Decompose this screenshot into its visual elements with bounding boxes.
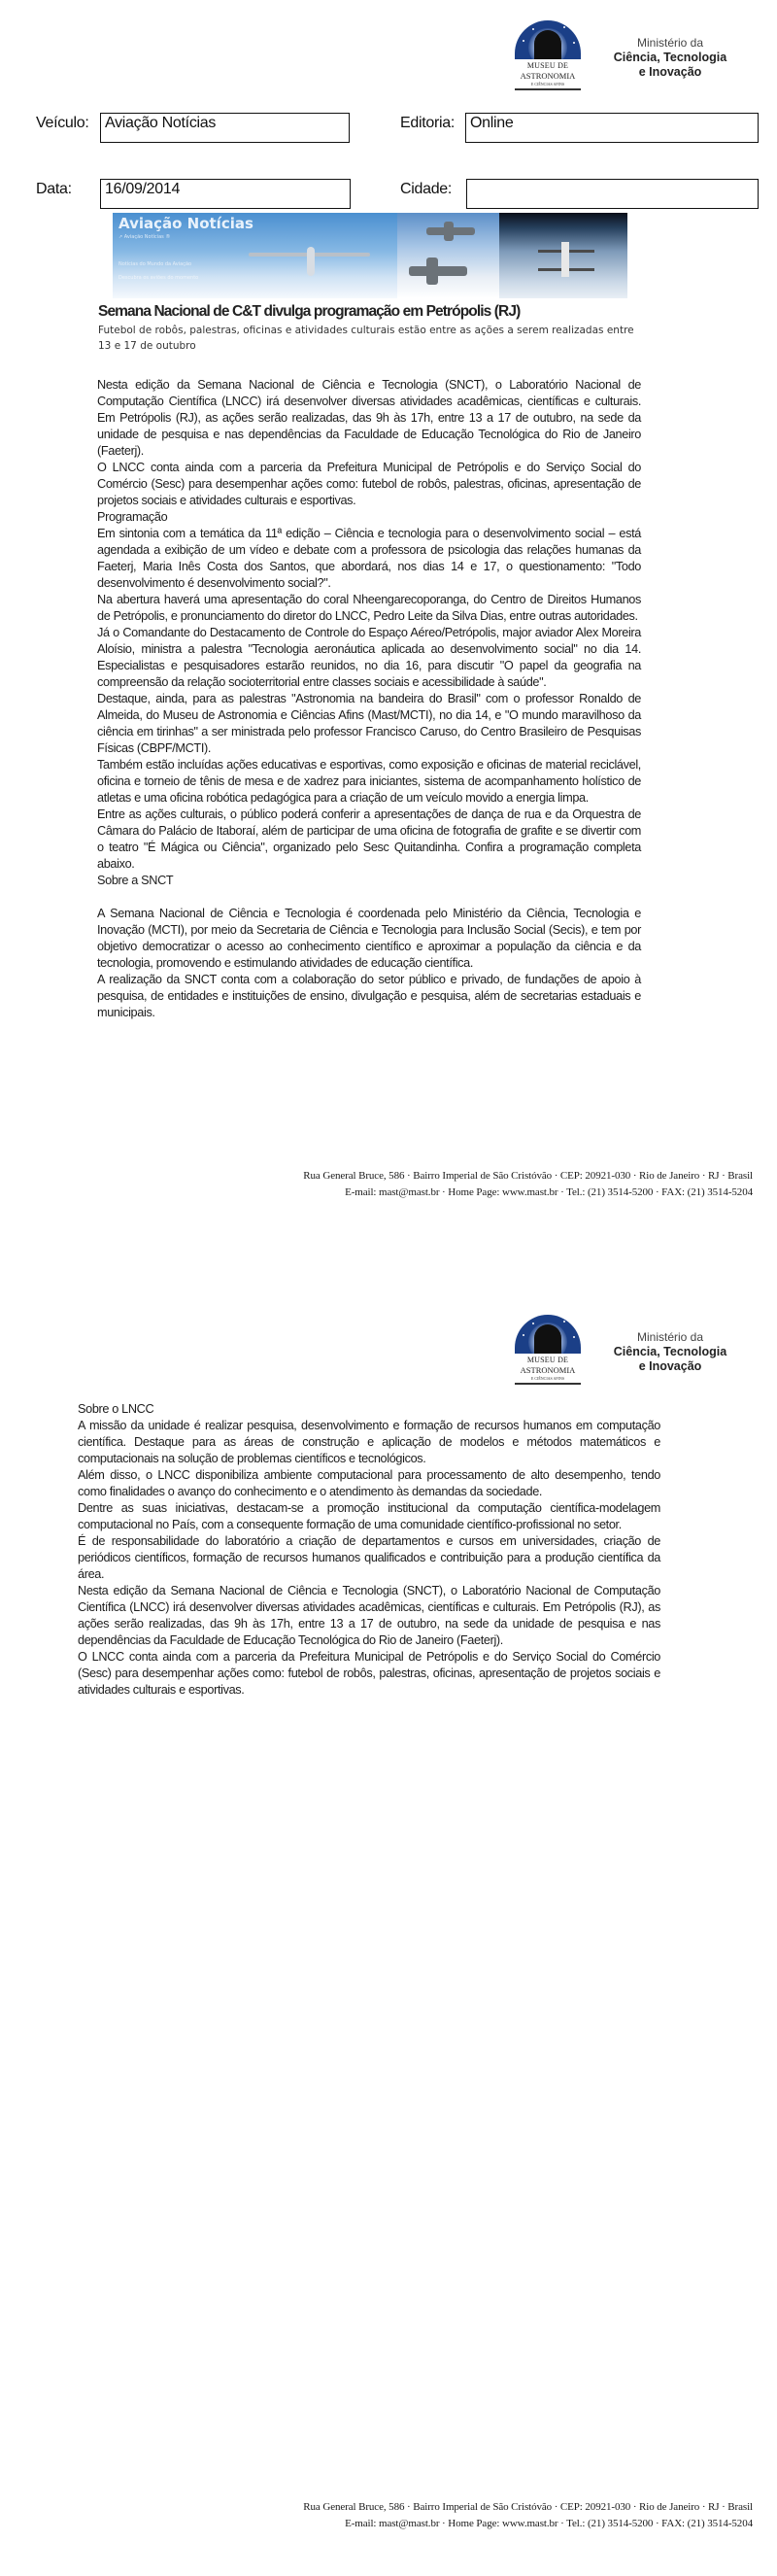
paragraph: É de responsabilidade do laboratório a criação de departamentos e cursos em universidades, criação de periódicos científicos, formação de recursos humanos qualificados e contribuição para a produção científica da área. <box>78 1534 660 1581</box>
section-heading: Sobre o LNCC <box>78 1402 154 1416</box>
paragraph: A realização da SNCT conta com a colaboração do setor público e privado, de fundações de apoio à pesquisa, de entidades e instituições de ensino, divulgação e pesquisa, além de secretarias estaduais e municipais. <box>97 973 641 1019</box>
mcti-logo <box>602 1330 738 1374</box>
paragraph: Nesta edição da Semana Nacional de Ciência e Tecnologia (SNCT), o Laboratório Nacional de Computação Científica (LNCC) irá desenvolver diversas atividades acadêmicas, científicas e culturais. Em Petrópolis (RJ), as ações serão realizadas, das 9h às 17h, entre 13 a 17 de outubro, na sede da unidade de pesquisa e nas dependências da Faculdade de Educação Tecnológica do Rio de Janeiro (Faeterj). <box>78 1584 660 1647</box>
article-body-page-1 <box>97 377 641 1021</box>
mast-logo-line2: ASTRONOMIA <box>520 1365 576 1375</box>
paragraph: Na abertura haverá uma apresentação do coral Nheengarecoporanga, do Centro de Direitos Humanos de Petrópolis, e pronunciamento do diretor do LNCC, Pedro Leite da Silva Dias, entre outras autoridades. <box>97 593 641 623</box>
paragraph: Em sintonia com a temática da 11ª edição – Ciência e tecnologia para o desenvolvimento social – está agendada a exibição de um vídeo e debate com a professora de psicologia das relações humanas da Faeterj, Maria Inês Costa dos Santos, que abordará, nos dias 14 e 17, o questionamento: "Todo desenvolvimento é desenvolvimento social?". <box>97 527 641 590</box>
article-lede: Futebol de robôs, palestras, oficinas e atividades culturais estão entre as ações a serem realizadas entre 13 e 17 de outubro <box>98 325 634 352</box>
editoria-label: Editoria: <box>400 115 455 131</box>
veiculo-field: Aviação Notícias <box>100 113 350 143</box>
cidade-field <box>466 179 759 209</box>
banner-tagline-1: Notícias do Mundo da Aviação <box>118 261 192 267</box>
paragraph: Entre as ações culturais, o público poderá conferir a apresentações de dança de rua e da Orquestra de Câmara do Palácio de Itaboraí, além de participar de uma oficina de fotografia de grafite e se divertir com o teatro "É Mágica ou Ciência", organizado pelo Sesc Quitandinha. Confira a programação completa abaixo. <box>97 807 641 871</box>
paragraph: Destaque, ainda, para as palestras "Astronomia na bandeira do Brasil" com o professor Ronaldo de Almeida, do Museu de Astronomia e Ciências Afins (Mast/MCTI), no dia 14, e "O mundo maravilhoso da ciência em tirinhas" a ser ministrada pelo professor Francisco Caruso, do Centro Brasileiro de Pesquisas Físicas (CBPF/MCTI). <box>97 692 641 755</box>
paragraph: O LNCC conta ainda com a parceria da Prefeitura Municipal de Petrópolis e do Serviço Social do Comércio (Sesc) para desempenhar ações como: futebol de robôs, palestras, oficinas, apresentação de projetos sociais e atividades culturais e esportivas. <box>97 461 641 507</box>
paragraph: Também estão incluídas ações educativas e esportivas, como exposição e oficinas de material reciclável, oficina e torneio de tênis de mesa e de xadrez para iniciantes, sistema de acompanhamento holístico de atletas e uma oficina robótica pedagógica para a criação de um veículo movido a energia limpa. <box>97 758 641 805</box>
space-station-image <box>499 213 627 298</box>
cidade-label: Cidade: <box>400 181 453 197</box>
mast-logo <box>513 1315 583 1389</box>
clipping-page-1 <box>0 0 777 1263</box>
address-footer <box>303 1168 753 1201</box>
mcti-logo-line1: Ministério da <box>636 1329 704 1344</box>
paragraph: O LNCC conta ainda com a parceria da Prefeitura Municipal de Petrópolis e do Serviço Social do Comércio (Sesc) para desempenhar ações como: futebol de robôs, palestras, oficinas, apresentação de projetos sociais e atividades culturais e esportivas. <box>78 1650 660 1697</box>
mast-logo-line1: MUSEU DE <box>526 61 569 70</box>
observatory-dome-icon <box>515 1315 581 1354</box>
footer-contact-line: E-mail: mast@mast.br · Home Page: www.mast.br · Tel.: (21) 3514-5200 · FAX: (21) 3514-5204 <box>345 2518 753 2529</box>
mast-logo-line3: E CIÊNCIAS AFINS <box>530 82 565 86</box>
footer-contact-line: E-mail: mast@mast.br · Home Page: www.mast.br · Tel.: (21) 3514-5200 · FAX: (21) 3514-5204 <box>345 1186 753 1198</box>
mcti-logo-line2: Ciência, Tecnologia <box>613 1344 727 1358</box>
clipping-page-2 <box>0 1292 777 2576</box>
aviacao-noticias-banner <box>113 213 627 298</box>
section-heading: Sobre a SNCT <box>97 874 174 887</box>
paragraph: Já o Comandante do Destacamento de Controle do Espaço Aéreo/Petrópolis, major aviador Alex Moreira Aloísio, ministra a palestra "Tecnologia aeronáutica aplicada ao desenvolvimento social" no dia 14. Especialistas e pesquisadores estarão reunidos, no dia 16, para discutir "O papel da geografia na compreensão da relação socioterritorial entre classes sociais e acessibilidade à saúde". <box>97 626 641 689</box>
mcti-logo <box>602 36 738 80</box>
banner-tagline-2: Descubra os aviões do momento <box>118 275 199 281</box>
paragraph: Além disso, o LNCC disponibiliza ambiente computacional para processamento de alto desempenho, tendo como finalidades o avanço do conhecimento e o atendimento às demandas da sociedade. <box>78 1468 660 1498</box>
observatory-dome-icon <box>515 20 581 59</box>
mast-logo-line3: E CIÊNCIAS AFINS <box>530 1376 565 1381</box>
banner-sky-panel <box>113 213 397 298</box>
paragraph: A Semana Nacional de Ciência e Tecnologia é coordenada pelo Ministério da Ciência, Tecnologia e Inovação (MCTI), por meio da Secretaria de Ciência e Tecnologia para Inclusão Social (Secis), e tem por objetivo democratizar o acesso ao conhecimento científico e aproximar a população da ciência e da tecnologia, promovendo e estimulando atividades de educação científica. <box>97 907 641 970</box>
veiculo-label: Veículo: <box>36 115 89 131</box>
article-body-page-2 <box>78 1401 660 1699</box>
paragraph: Dentre as suas iniciativas, destacam-se a promoção institucional da computação científica-modelagem computacional no País, com a consequente formação de uma comunidade científico-profissional no setor. <box>78 1501 660 1531</box>
fighter-jets-image <box>397 213 499 298</box>
mcti-logo-line3: e Inovação <box>638 64 702 79</box>
mcti-logo-line1: Ministério da <box>636 35 704 50</box>
header-logos <box>513 19 756 95</box>
address-footer <box>303 2499 753 2532</box>
footer-address-line: Rua General Bruce, 586 · Bairro Imperial de São Cristóvão · CEP: 20921-030 · Rio de Janeiro · RJ · Brasil <box>303 1170 753 1182</box>
mast-logo-line2: ASTRONOMIA <box>520 71 576 81</box>
paragraph: A missão da unidade é realizar pesquisa, desenvolvimento e formação de recursos humanos em computação científica. Destaque para as áreas de construção e aplicação de modelos e métodos matemáticos e computacionais na solução de problemas científicos e tecnológicos. <box>78 1419 660 1465</box>
data-field: 16/09/2014 <box>100 179 351 209</box>
mast-logo <box>513 20 583 94</box>
mcti-logo-line3: e Inovação <box>638 1358 702 1373</box>
article-headline: Semana Nacional de C&T divulga programação em Petrópolis (RJ) <box>98 303 521 320</box>
header-logos <box>513 1314 756 1390</box>
data-label: Data: <box>36 181 72 197</box>
paragraph: Nesta edição da Semana Nacional de Ciência e Tecnologia (SNCT), o Laboratório Nacional de Computação Científica (LNCC) irá desenvolver diversas atividades acadêmicas, científicas e culturais. Em Petrópolis (RJ), as ações serão realizadas, das 9h às 17h, entre 13 a 17 de outubro, na sede da unidade de pesquisa e nas dependências da Faculdade de Educação Tecnológica do Rio de Janeiro (Faeterj). <box>97 378 641 458</box>
section-heading: Programação <box>97 510 168 524</box>
editoria-field: Online <box>465 113 759 143</box>
mast-logo-line1: MUSEU DE <box>526 1356 569 1364</box>
footer-address-line: Rua General Bruce, 586 · Bairro Imperial de São Cristóvão · CEP: 20921-030 · Rio de Janeiro · RJ · Brasil <box>303 2501 753 2513</box>
banner-subtitle: ↗ Aviação Notícias ® <box>118 234 171 240</box>
banner-title: Aviação Notícias <box>118 215 253 232</box>
mcti-logo-line2: Ciência, Tecnologia <box>613 50 727 64</box>
